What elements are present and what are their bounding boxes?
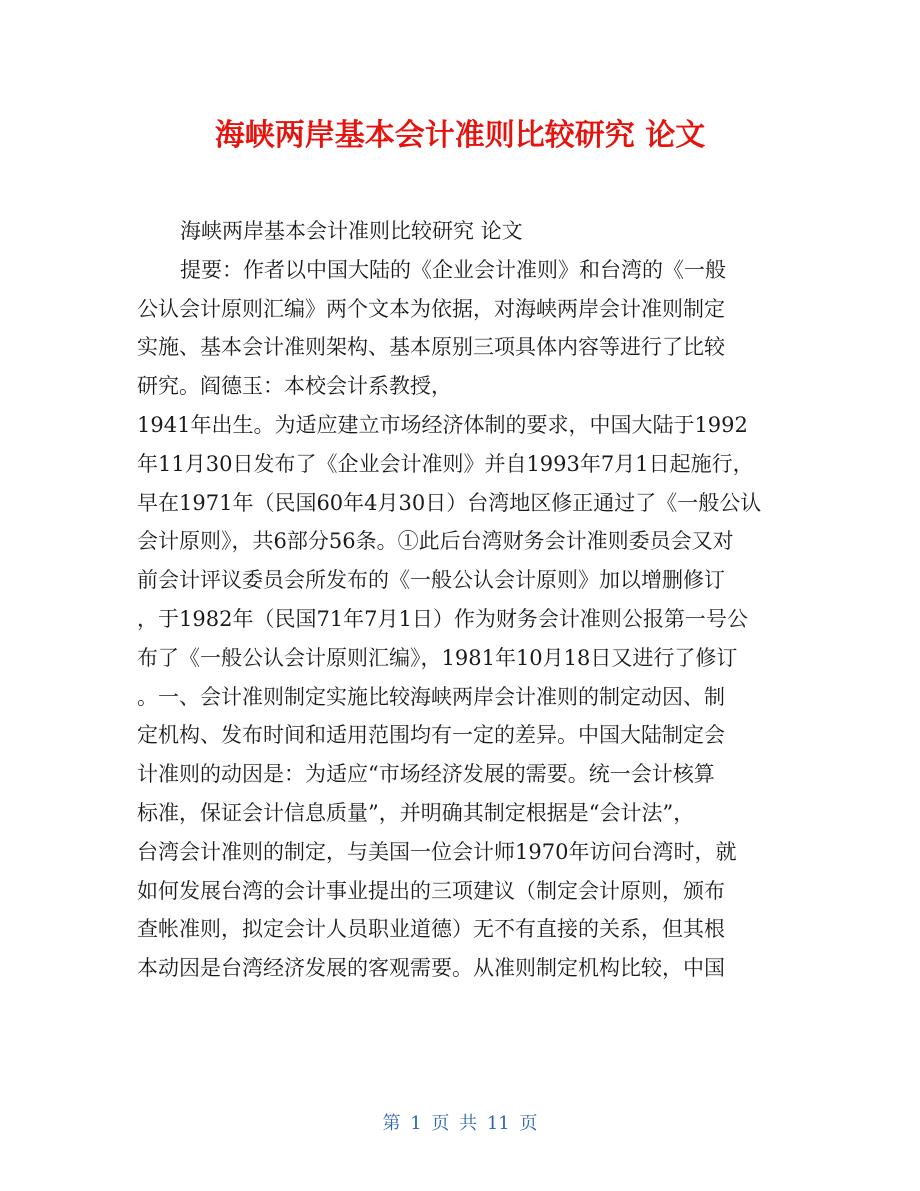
text-line: 研究。阎德玉：本校会计系教授， <box>137 374 452 399</box>
text-line: 本动因是台湾经济发展的客观需要。从准则制定机构比较，中国 <box>137 956 725 981</box>
text-line: ，于1982年（民国71年7月1日）作为财务会计准则公报第一号公 <box>137 606 748 631</box>
text-line: 早在1971年（民国60年4月30日）台湾地区修正通过了《一般公认 <box>137 490 762 515</box>
document-title: 海峡两岸基本会计准则比较研究 论文 <box>214 118 706 153</box>
text-line: 1941年出生。为适应建立市场经济体制的要求，中国大陆于1992 <box>137 412 748 437</box>
text-line: 定机构、发布时间和适用范围均有一定的差异。中国大陆制定会 <box>137 723 725 748</box>
text-line: 标准，保证会计信息质量”，并明确其制定根据是“会计法”， <box>137 800 695 825</box>
text-line: 前会计评议委员会所发布的《一般公认会计原则》加以增删修订 <box>137 568 725 593</box>
text-line: 如何发展台湾的会计事业提出的三项建议（制定会计原则，颁布 <box>137 878 725 903</box>
text-line: 实施、基本会计准则架构、基本原别三项具体内容等进行了比较 <box>137 335 725 360</box>
text-line: 。一、会计准则制定实施比较海峡两岸会计准则的制定动因、制 <box>137 684 725 709</box>
page-number: 第 1 页 共 11 页 <box>382 1113 538 1134</box>
document-body <box>137 212 777 988</box>
text-line: 公认会计原则汇编》两个文本为依据，对海峡两岸会计准则制定 <box>137 296 725 321</box>
text-line: 海峡两岸基本会计准则比较研究 论文 <box>180 219 523 243</box>
text-line: 计准则的动因是：为适应“市场经济发展的需要。统一会计核算 <box>137 762 715 787</box>
text-line: 年11月30日发布了《企业会计准则》并自1993年7月1日起施行， <box>137 451 754 476</box>
text-line: 会计原则》，共6部分56条。①此后台湾财务会计准则委员会又对 <box>137 529 734 554</box>
text-line: 台湾会计准则的制定，与美国一位会计师1970年访问台湾时，就 <box>137 839 737 864</box>
text-line: 布了《一般公认会计原则汇编》，1981年10月18日又进行了修订 <box>137 645 738 670</box>
text-line: 提要：作者以中国大陆的《企业会计准则》和台湾的《一般 <box>180 257 726 282</box>
text-line: 查帐准则，拟定会计人员职业道德）无不有直接的关系，但其根 <box>137 917 725 942</box>
